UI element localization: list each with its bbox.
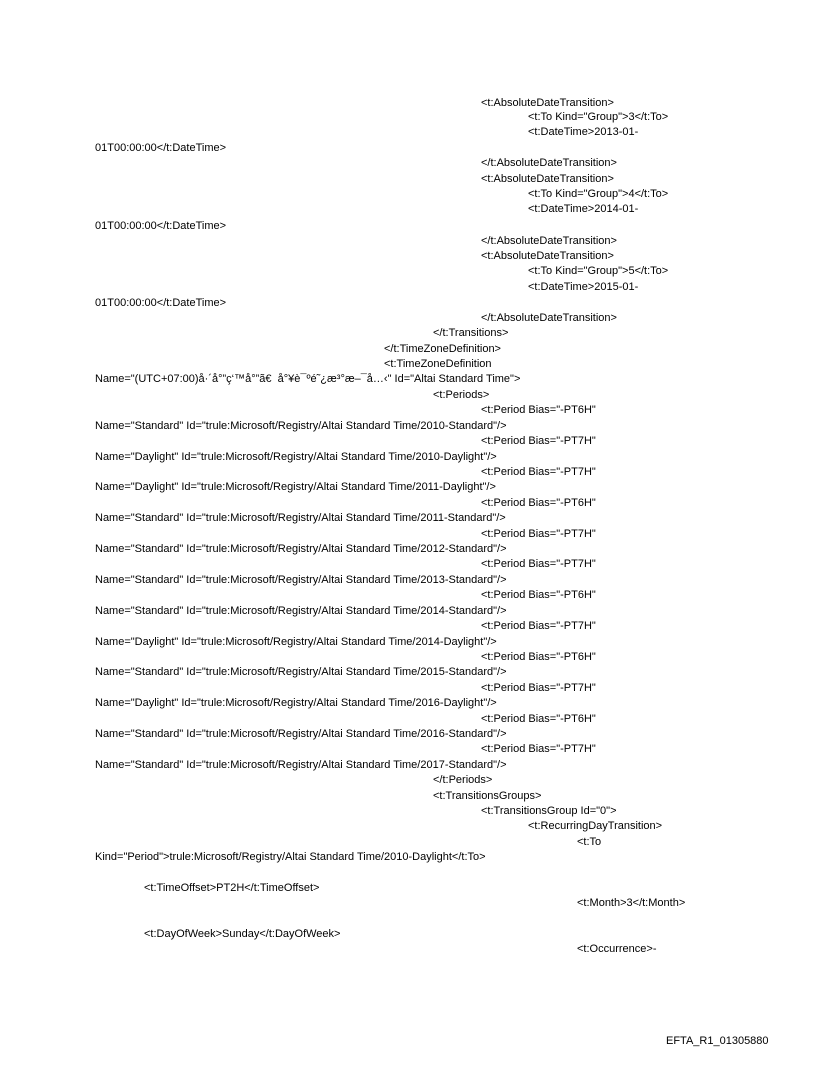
doc-line: <t:AbsoluteDateTransition>	[481, 97, 614, 109]
doc-line: <t:Period Bias="-PT7H"	[481, 682, 596, 694]
doc-line: <t:To Kind="Group">4</t:To>	[528, 188, 669, 200]
doc-line: <t:DateTime>2013-01-	[528, 126, 639, 138]
doc-line: Name="Standard" Id="trule:Microsoft/Registry/Altai Standard Time/2017-Standard"/>	[95, 759, 507, 771]
doc-line: <t:DateTime>2015-01-	[528, 281, 639, 293]
doc-line: <t:Period Bias="-PT7H"	[481, 620, 596, 632]
doc-line: <t:TimeOffset>PT2H</t:TimeOffset>	[144, 882, 320, 894]
doc-line: Name="Standard" Id="trule:Microsoft/Registry/Altai Standard Time/2011-Standard"/>	[95, 512, 506, 524]
doc-line: </t:Periods>	[433, 774, 493, 786]
document-id-footer: EFTA_R1_01305880	[666, 1035, 769, 1047]
doc-line: <t:DateTime>2014-01-	[528, 203, 639, 215]
doc-line: <t:Occurrence>-	[577, 943, 657, 955]
doc-line: <t:Period Bias="-PT7H"	[481, 558, 596, 570]
doc-line: </t:AbsoluteDateTransition>	[481, 235, 617, 247]
doc-line: <t:Period Bias="-PT7H"	[481, 528, 596, 540]
doc-line: <t:TransitionsGroup Id="0">	[481, 805, 617, 817]
doc-line: <t:Period Bias="-PT7H"	[481, 743, 596, 755]
doc-line: <t:Period Bias="-PT6H"	[481, 589, 596, 601]
doc-line: Name="Standard" Id="trule:Microsoft/Registry/Altai Standard Time/2014-Standard"/>	[95, 605, 507, 617]
doc-line: <t:Period Bias="-PT7H"	[481, 466, 596, 478]
doc-line: Name="Standard" Id="trule:Microsoft/Registry/Altai Standard Time/2016-Standard"/>	[95, 728, 507, 740]
doc-line: <t:To Kind="Group">5</t:To>	[528, 265, 669, 277]
doc-line: Name="Standard" Id="trule:Microsoft/Registry/Altai Standard Time/2015-Standard"/>	[95, 666, 507, 678]
doc-line: Name="Daylight" Id="trule:Microsoft/Registry/Altai Standard Time/2011-Daylight"/>	[95, 481, 496, 493]
doc-line: Name="Standard" Id="trule:Microsoft/Registry/Altai Standard Time/2013-Standard"/>	[95, 574, 507, 586]
doc-line: 01T00:00:00</t:DateTime>	[95, 220, 227, 232]
doc-line: <t:AbsoluteDateTransition>	[481, 173, 614, 185]
doc-line: <t:To Kind="Group">3</t:To>	[528, 111, 669, 123]
doc-line: <t:Period Bias="-PT6H"	[481, 404, 596, 416]
doc-line: <t:TimeZoneDefinition	[384, 358, 492, 370]
doc-line: <t:Period Bias="-PT7H"	[481, 435, 596, 447]
doc-line: <t:Month>3</t:Month>	[577, 897, 686, 909]
doc-line: Name="Standard" Id="trule:Microsoft/Registry/Altai Standard Time/2012-Standard"/>	[95, 543, 507, 555]
doc-line: Kind="Period">trule:Microsoft/Registry/Altai Standard Time/2010-Daylight</t:To>	[95, 851, 486, 863]
doc-line: <t:RecurringDayTransition>	[528, 820, 663, 832]
doc-line: <t:AbsoluteDateTransition>	[481, 250, 614, 262]
doc-line: Name="Daylight" Id="trule:Microsoft/Registry/Altai Standard Time/2014-Daylight"/>	[95, 636, 497, 648]
doc-line: </t:AbsoluteDateTransition>	[481, 312, 617, 324]
doc-line: Name="Standard" Id="trule:Microsoft/Registry/Altai Standard Time/2010-Standard"/>	[95, 420, 507, 432]
doc-line: <t:TransitionsGroups>	[433, 790, 542, 802]
doc-line: Name="Daylight" Id="trule:Microsoft/Registry/Altai Standard Time/2010-Daylight"/>	[95, 451, 497, 463]
doc-line: </t:TimeZoneDefinition>	[384, 343, 501, 355]
doc-line: <t:DayOfWeek>Sunday</t:DayOfWeek>	[144, 928, 341, 940]
doc-line: Name="Daylight" Id="trule:Microsoft/Registry/Altai Standard Time/2016-Daylight"/>	[95, 697, 497, 709]
doc-line: <t:To	[577, 836, 602, 848]
doc-line: <t:Periods>	[433, 389, 490, 401]
doc-line: <t:Period Bias="-PT6H"	[481, 651, 596, 663]
doc-line: <t:Period Bias="-PT6H"	[481, 713, 596, 725]
doc-line: 01T00:00:00</t:DateTime>	[95, 142, 227, 154]
doc-line: </t:AbsoluteDateTransition>	[481, 157, 617, 169]
doc-line: 01T00:00:00</t:DateTime>	[95, 297, 227, 309]
doc-line: Name="(UTC+07:00)å·´å°”ç‘™å°”ã€ å°¥è¯ºé˜¿æ³°æ–¯å…‹" Id="Altai Standard Time">	[95, 373, 521, 385]
doc-line: <t:Period Bias="-PT6H"	[481, 497, 596, 509]
doc-line: </t:Transitions>	[433, 327, 509, 339]
